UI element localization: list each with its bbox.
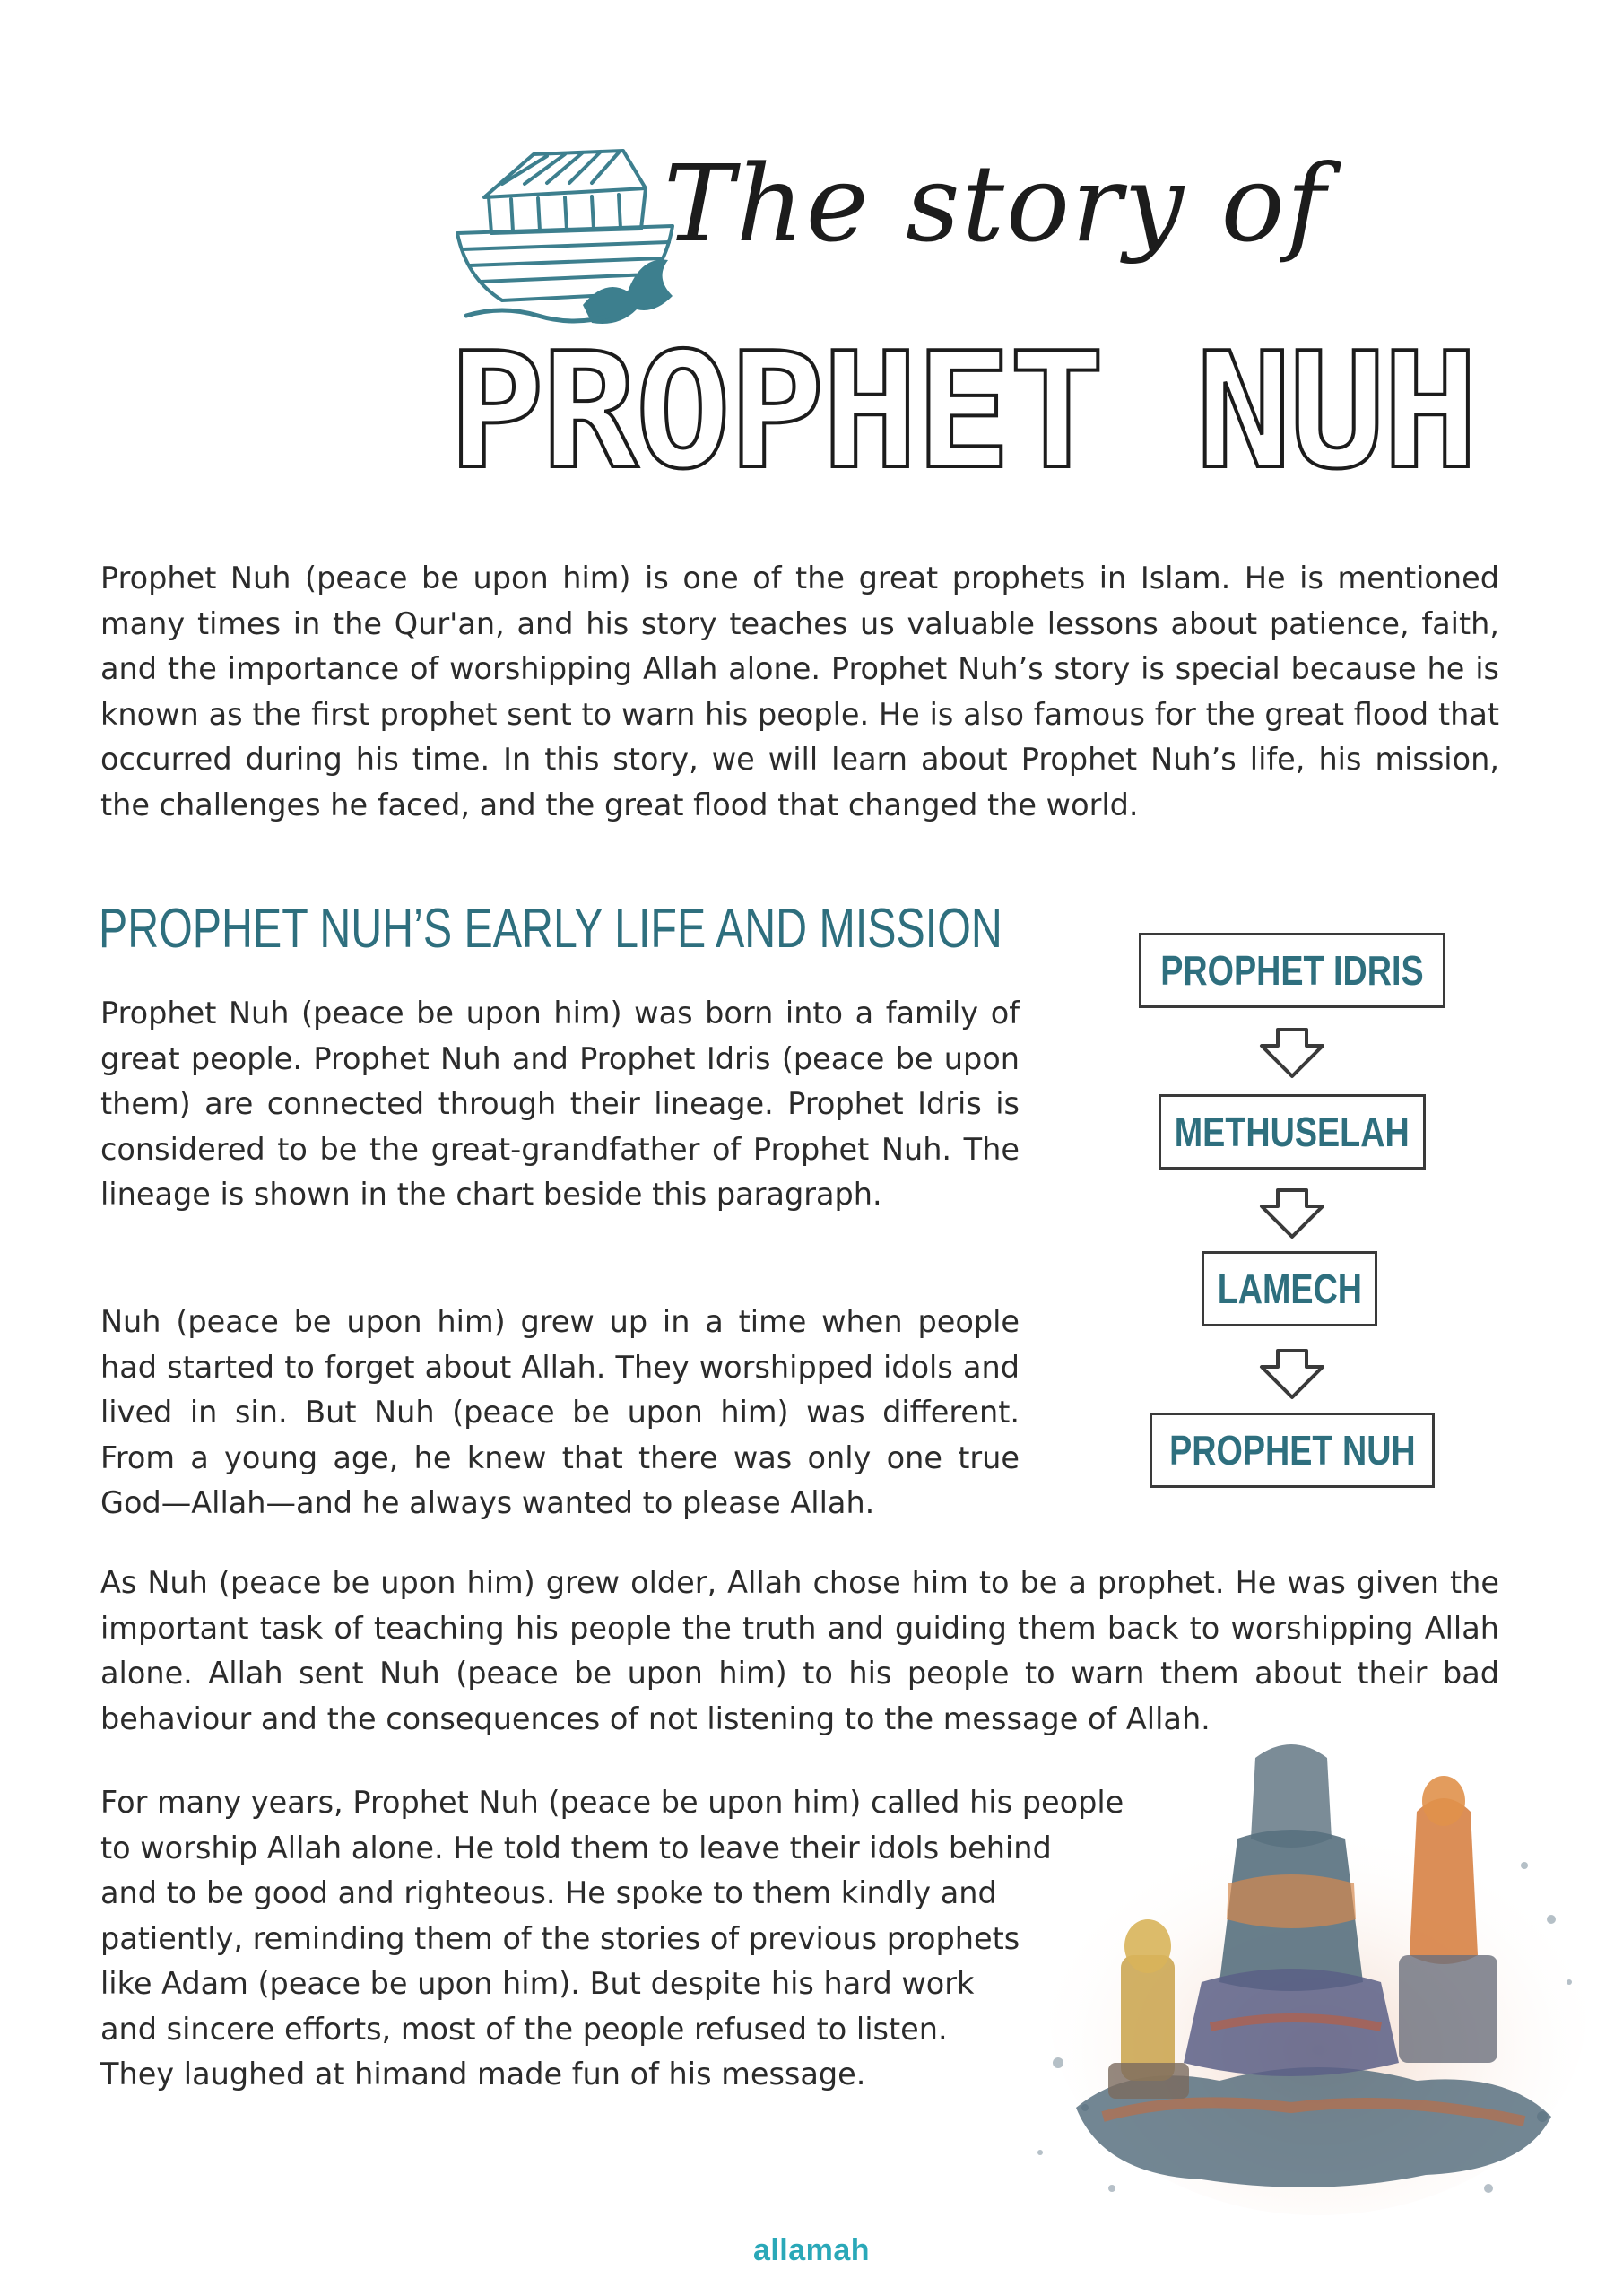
calling-line: For many years, Prophet Nuh (peace be upon him) called his people bbox=[100, 1785, 1124, 1820]
calling-line: like Adam (peace be upon him). But despite his hard work bbox=[100, 1966, 975, 2001]
lineage-chart bbox=[1139, 933, 1488, 1507]
paragraph-youth: Nuh (peace be upon him) grew up in a time when people had started to forget about Allah. They worshipped idols and lived in sin. But Nuh (peace be upon him) was different. From a young age, he knew that there was only one true God—Allah—and he always wanted to please Allah. bbox=[100, 1304, 1020, 1520]
calling-line: They laughed at himand made fun of his message. bbox=[100, 2057, 866, 2092]
calling-line: and sincere efforts, most of the people refused to listen. bbox=[100, 2011, 948, 2047]
section-heading: PROPHET NUH’S EARLY LIFE AND MISSION bbox=[99, 898, 1002, 960]
lineage-box-idris: PROPHET IDRIS bbox=[1139, 933, 1445, 1008]
calling-line: patiently, reminding them of the stories of previous prophets bbox=[100, 1920, 1020, 1956]
down-arrow-icon bbox=[1256, 1187, 1328, 1240]
lineage-box-lamech: LAMECH bbox=[1202, 1251, 1377, 1326]
title-block bbox=[448, 135, 1476, 504]
ark-icon bbox=[448, 144, 690, 332]
idols-watercolor-illustration bbox=[1022, 1686, 1596, 2224]
paragraph-prophethood: As Nuh (peace be upon him) grew older, Allah chose him to be a prophet. He was given the important task of teaching his people the truth and guiding them back to worshipping Allah alone. Allah sent Nuh (peace be upon him) to his people to warn them about their bad behaviour and the consequences of not listening to the message of Allah. bbox=[100, 1565, 1499, 1736]
down-arrow-icon bbox=[1256, 1026, 1328, 1080]
page-title: PROPHET NUH bbox=[448, 318, 1476, 504]
paragraph-calling bbox=[100, 1780, 1176, 2098]
lineage-box-nuh: PROPHET NUH bbox=[1150, 1413, 1435, 1488]
paragraph-lineage: Prophet Nuh (peace be upon him) was born into a family of great people. Prophet Nuh and Prophet Idris (peace be upon them) are connected through their lineage. Prophet Idris is considered to be the great-grandfather of Prophet Nuh. The lineage is shown in the chart beside this paragraph. bbox=[100, 996, 1020, 1212]
title-script: The story of bbox=[664, 142, 1328, 265]
calling-line: and to be good and righteous. He spoke to them kindly and bbox=[100, 1875, 997, 1910]
footer-brand-logo: allamah bbox=[752, 2233, 871, 2267]
lineage-box-methuselah: METHUSELAH bbox=[1159, 1094, 1426, 1170]
down-arrow-icon bbox=[1256, 1347, 1328, 1401]
calling-line: to worship Allah alone. He told them to leave their idols behind bbox=[100, 1830, 1052, 1866]
intro-paragraph: Prophet Nuh (peace be upon him) is one of the great prophets in Islam. He is mentioned many times in the Qur'an, and his story teaches us valuable lessons about patience, faith, and the importance of worshipping Allah alone. Prophet Nuh’s story is special because he is known as the first prophet sent to warn his people. He is also famous for the great flood that occurred during his time. In this story, we will learn about Prophet Nuh’s life, his mission, the challenges he faced, and the great flood that changed the world. bbox=[100, 561, 1499, 822]
